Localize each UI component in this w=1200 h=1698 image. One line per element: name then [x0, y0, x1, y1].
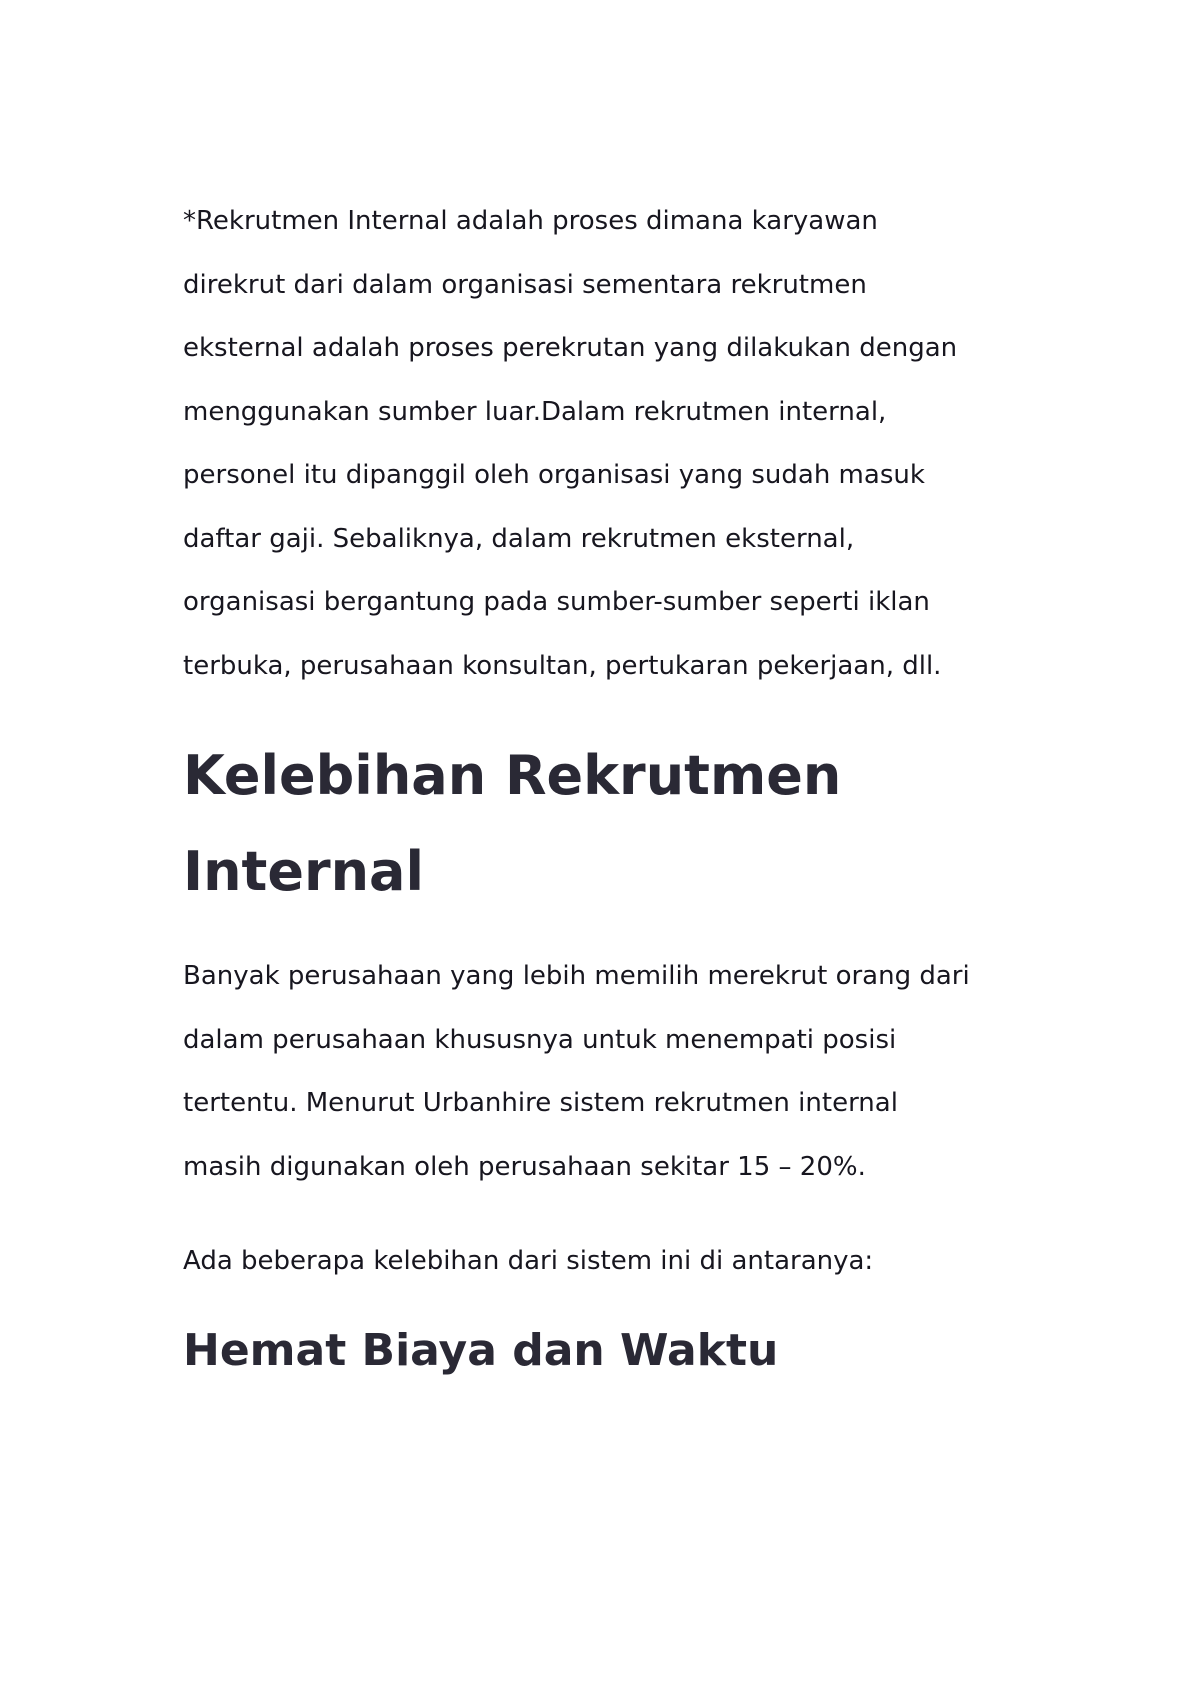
intro-line: personel itu dipanggil oleh organisasi yang sudah masuk	[183, 460, 925, 490]
banyak-line: dalam perusahaan khususnya untuk menempati posisi	[183, 1024, 897, 1055]
intro-line: *Rekrutmen Internal adalah proses dimana karyawan	[183, 206, 878, 236]
intro-line: menggunakan sumber luar.Dalam rekrutmen internal,	[183, 396, 887, 427]
banyak-line: masih digunakan oleh perusahaan sekitar 15 – 20%.	[183, 1151, 866, 1182]
heading-line: Internal	[183, 840, 424, 903]
intro-line: daftar gaji. Sebaliknya, dalam rekrutmen eksternal,	[183, 523, 855, 554]
heading-hemat-biaya-dan-waktu: Hemat Biaya dan Waktu	[183, 1325, 779, 1376]
intro-line: direkrut dari dalam organisasi sementara rekrutmen	[183, 269, 867, 300]
banyak-line: Banyak perusahaan yang lebih memilih merekrut orang dari	[183, 961, 970, 991]
ada-paragraph: Ada beberapa kelebihan dari sistem ini di antaranya:	[183, 1246, 874, 1276]
intro-line: terbuka, perusahaan konsultan, pertukaran pekerjaan, dll.	[183, 650, 942, 681]
intro-line: organisasi bergantung pada sumber-sumber seperti iklan	[183, 587, 930, 617]
intro-paragraph	[183, 190, 957, 698]
banyak-line: tertentu. Menurut Urbanhire sistem rekrutmen internal	[183, 1088, 898, 1118]
heading-kelebihan-rekrutmen-internal	[183, 728, 841, 920]
intro-line: eksternal adalah proses perekrutan yang dilakukan dengan	[183, 333, 958, 363]
heading-line: Kelebihan Rekrutmen	[183, 744, 842, 807]
banyak-paragraph	[183, 945, 970, 1199]
